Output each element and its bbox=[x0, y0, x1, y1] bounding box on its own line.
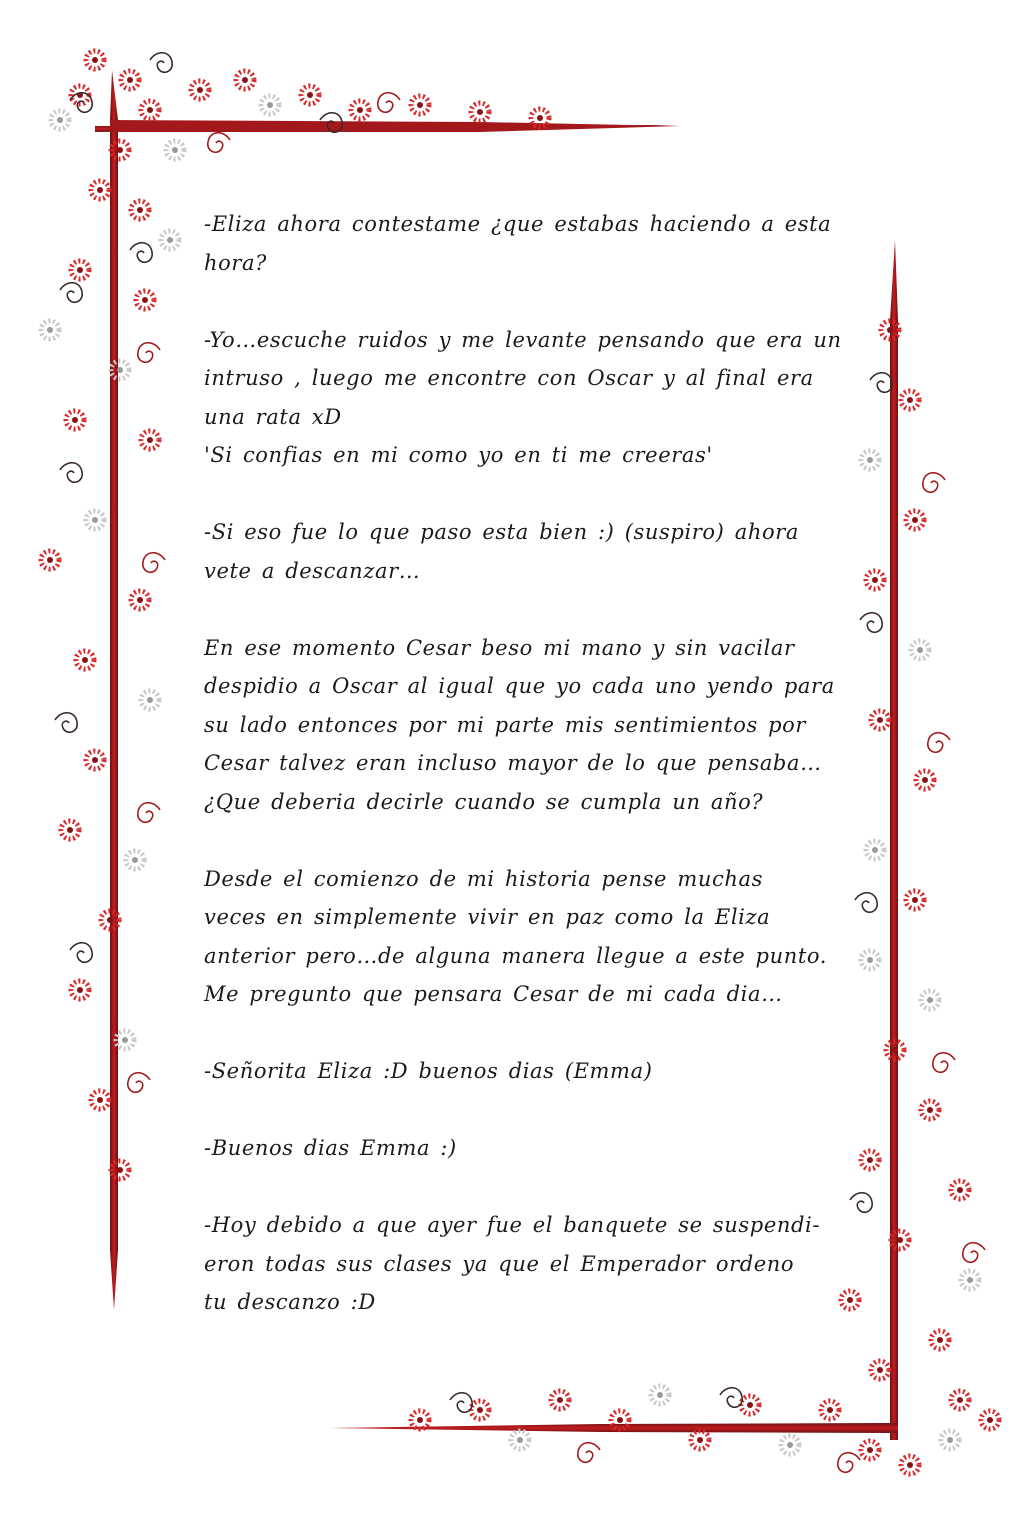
text-line: vete a descanzar… bbox=[204, 558, 421, 583]
text-line: Cesar talvez eran incluso mayor de lo que pensaba… bbox=[204, 751, 822, 775]
text-line: 'Si confias en mi como yo en ti me creeras' bbox=[204, 443, 713, 467]
text-line: -Señorita Eliza :D buenos dias (Emma) bbox=[204, 1059, 653, 1083]
text-line: Desde el comienzo de mi historia pense muchas bbox=[204, 866, 763, 891]
text-line: tu descanzo :D bbox=[204, 1290, 376, 1314]
paragraph bbox=[204, 513, 844, 590]
text-line: -Si eso fue lo que paso esta bien :) (suspiro) ahora bbox=[204, 520, 799, 544]
text-line: una rata xD bbox=[204, 404, 342, 429]
text-line: -Hoy debido a que ayer fue el banquete se suspendi- bbox=[204, 1213, 821, 1237]
text-line: hora? bbox=[204, 250, 267, 275]
text-line: despidio a Oscar al igual que yo cada uno yendo para bbox=[204, 674, 835, 698]
paragraph bbox=[204, 1052, 844, 1091]
paragraph bbox=[204, 860, 844, 1014]
text-line: eron todas sus clases ya que el Emperador ordeno bbox=[204, 1251, 795, 1276]
text-line: En ese momento Cesar beso mi mano y sin vacilar bbox=[204, 635, 795, 660]
text-line: -Buenos dias Emma :) bbox=[204, 1136, 457, 1160]
text-line: -Eliza ahora contestame ¿que estabas haciendo a esta bbox=[204, 212, 832, 236]
text-line: veces en simplemente vivir en paz como la Eliza bbox=[204, 905, 771, 929]
paragraph bbox=[204, 321, 844, 475]
paragraph bbox=[204, 1206, 844, 1322]
text-line: anterior pero…de alguna manera llegue a este punto. bbox=[204, 943, 828, 968]
paragraph bbox=[204, 629, 844, 822]
paragraph bbox=[204, 205, 844, 282]
text-line: -Yo…escuche ruidos y me levante pensando que era un bbox=[204, 327, 842, 352]
paragraph bbox=[204, 1129, 844, 1168]
text-line: intruso , luego me encontre con Oscar y al final era bbox=[204, 366, 814, 390]
text-line: ¿Que deberia decirle cuando se cumpla un año? bbox=[204, 789, 764, 814]
story-text bbox=[204, 205, 844, 1322]
text-line: Me pregunto que pensara Cesar de mi cada dia… bbox=[204, 982, 783, 1006]
text-line: su lado entonces por mi parte mis sentimientos por bbox=[204, 712, 807, 737]
